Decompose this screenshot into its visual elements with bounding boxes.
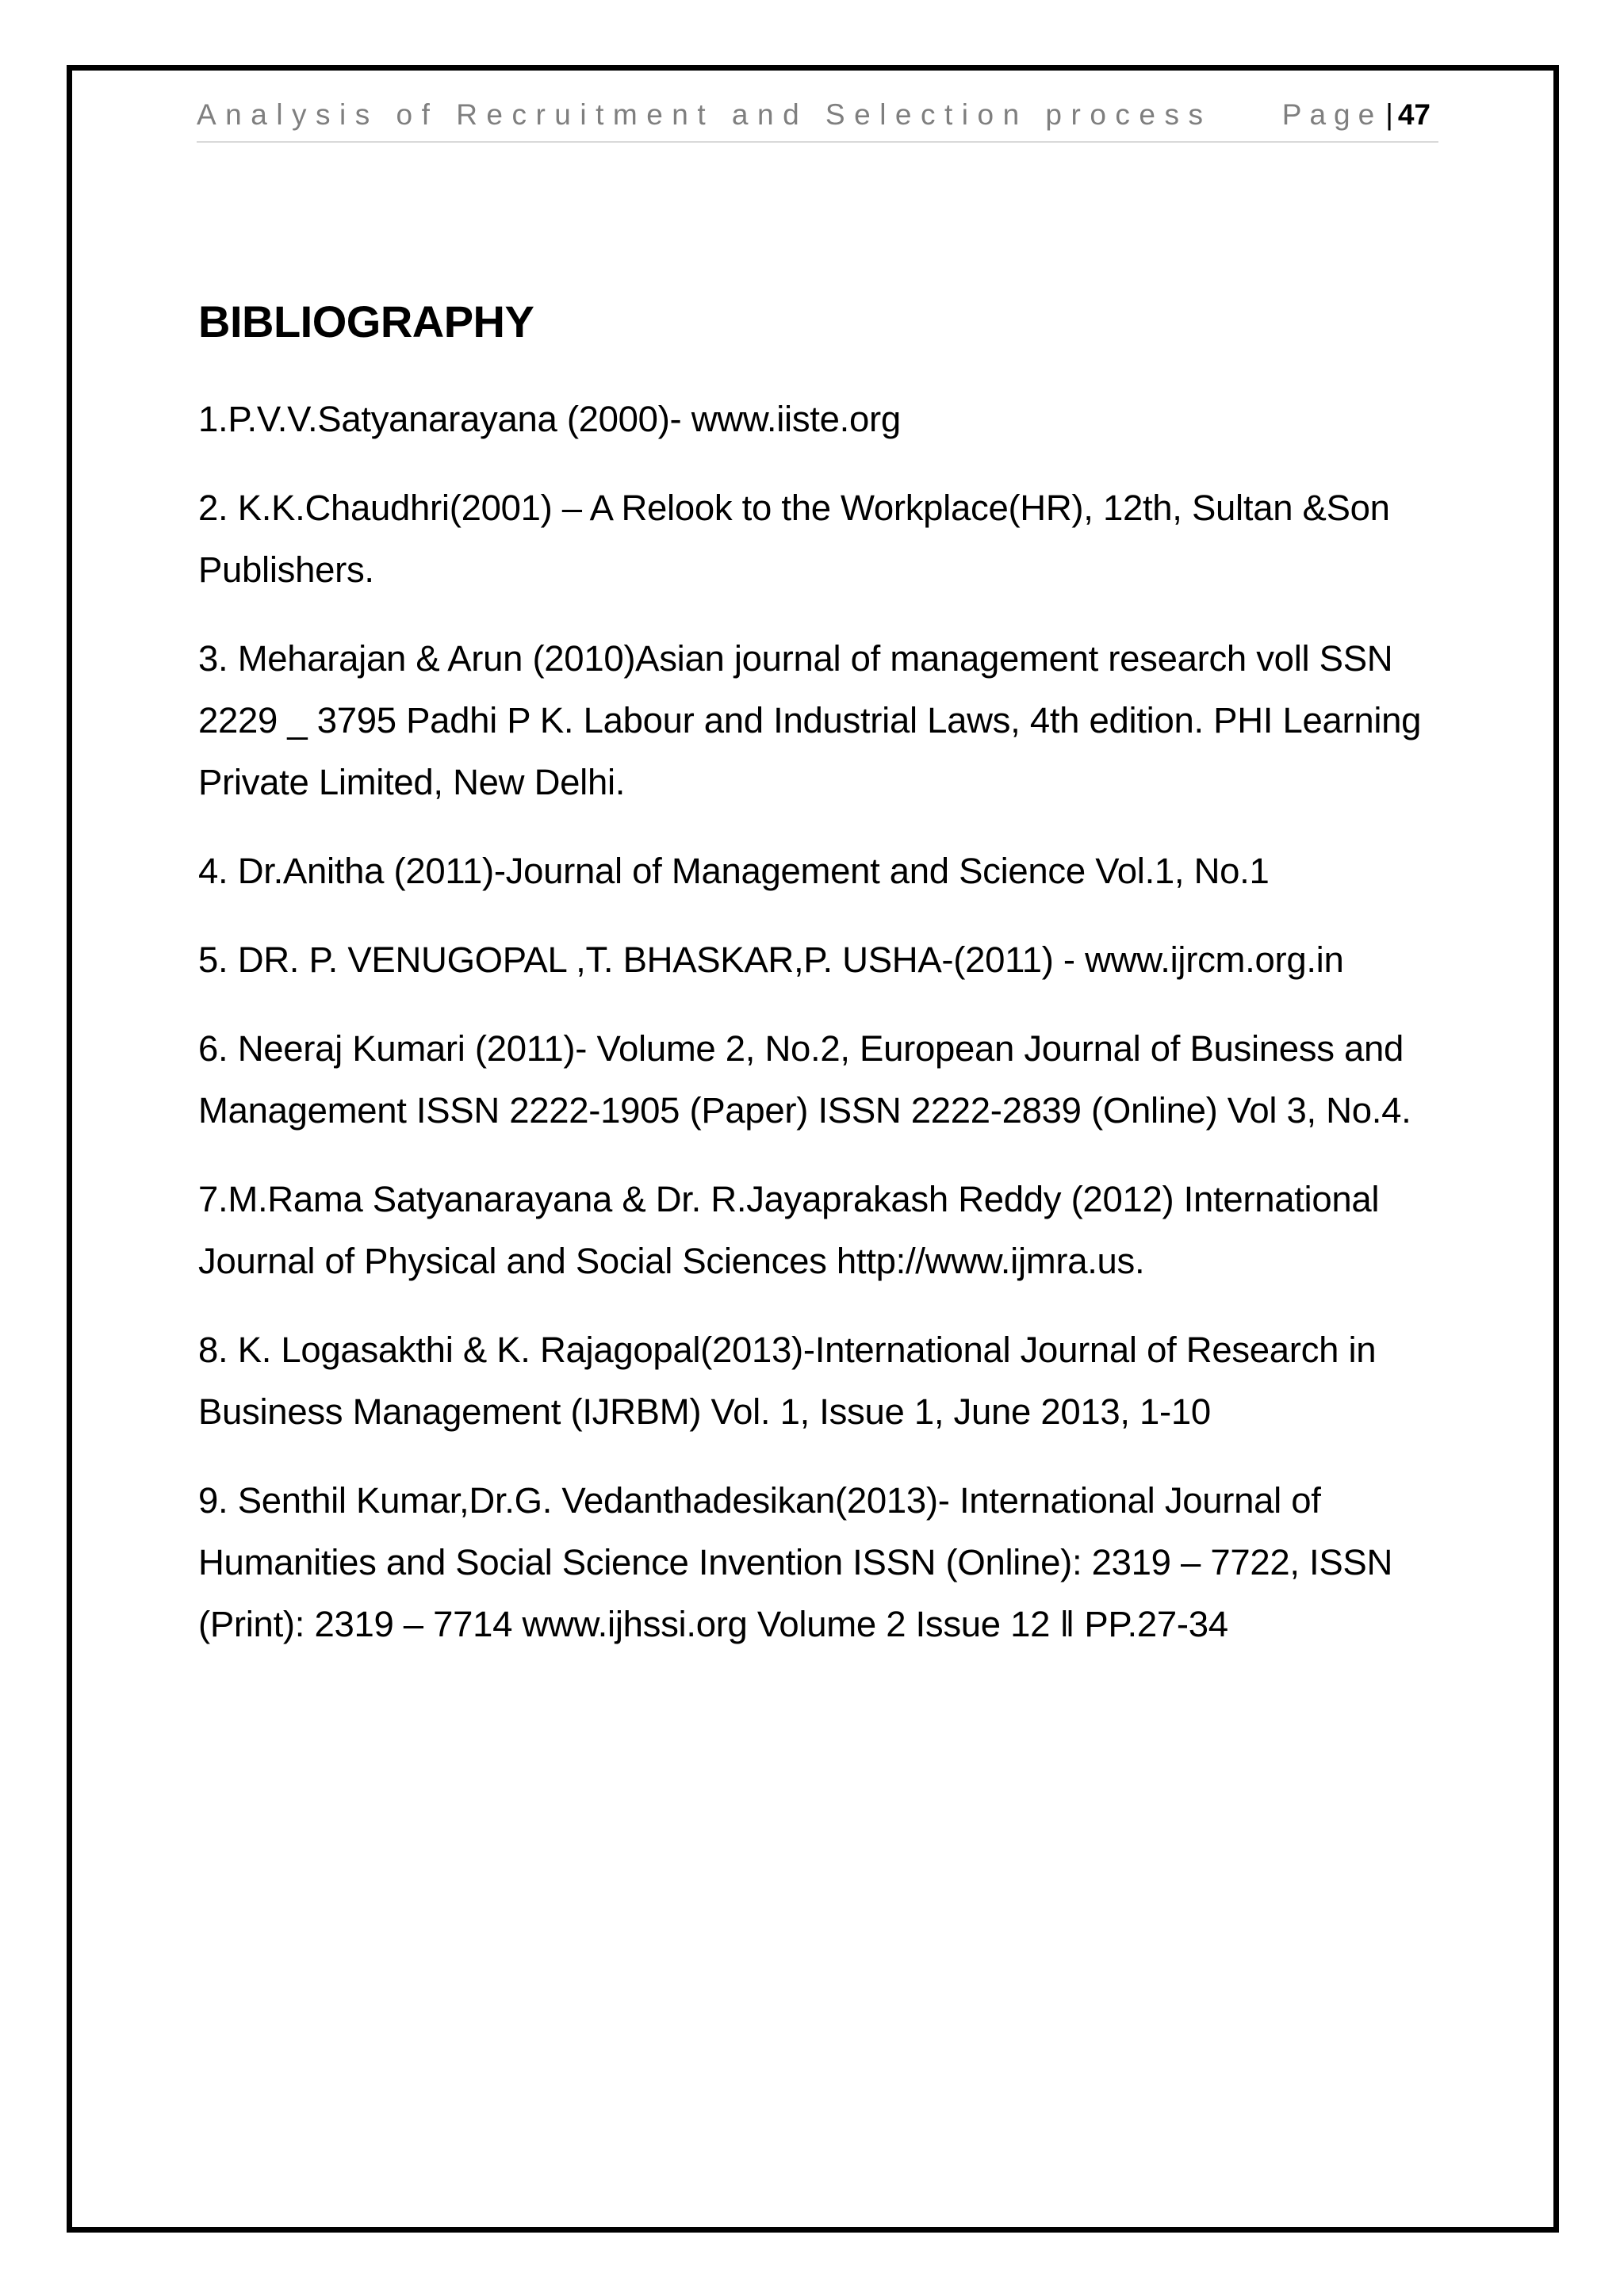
- bibliography-entry-4: 4. Dr.Anitha (2011)-Journal of Management and Science Vol.1, No.1: [198, 851, 1270, 891]
- header-page-number: 47: [1397, 98, 1431, 131]
- page-content: [198, 285, 1451, 1682]
- bibliography-entry-9: 9. Senthil Kumar,Dr.G. Vedanthadesikan(2013)- International Journal of Humanities and Social Science Invention ISSN (Online): 2319 – 7722, ISSN (Print): 2319 – 7714 www.ijhssi.org Volume 2 Issue 12 ‖ PP.27-34: [198, 1480, 1393, 1644]
- running-header: [197, 98, 1438, 143]
- header-page-label: Page: [1281, 98, 1383, 131]
- bibliography-entry-2: 2. K.K.Chaudhri(2001) – A Relook to the Workplace(HR), 12th, Sultan &Son Publishers.: [198, 488, 1390, 590]
- header-page-indicator: [1282, 98, 1431, 132]
- bibliography-entry-6: 6. Neeraj Kumari (2011)- Volume 2, No.2, European Journal of Business and Management ISSN 2222-1905 (Paper) ISSN 2222-2839 (Online) Vol 3, No.4.: [198, 1028, 1411, 1131]
- section-title: BIBLIOGRAPHY: [198, 297, 534, 346]
- header-separator: |: [1385, 98, 1393, 131]
- bibliography-entry-1: 1.P.V.V.Satyanarayana (2000)- www.iiste.org: [198, 399, 901, 439]
- bibliography-list: [198, 388, 1451, 1655]
- header-title: Analysis of Recruitment and Selection process: [197, 98, 1212, 131]
- bibliography-entry-8: 8. K. Logasakthi & K. Rajagopal(2013)-International Journal of Research in Business Management (IJRBM) Vol. 1, Issue 1, June 2013, 1-10: [198, 1330, 1377, 1432]
- bibliography-entry-3: 3. Meharajan & Arun (2010)Asian journal of management research voll SSN 2229 _ 3795 Padhi P K. Labour and Industrial Laws, 4th edition. PHI Learning Private Limited, New Delhi.: [198, 638, 1422, 802]
- bibliography-entry-7: 7.M.Rama Satyanarayana & Dr. R.Jayaprakash Reddy (2012) International Journal of Physical and Social Sciences http://www.ijmra.us.: [198, 1179, 1380, 1281]
- bibliography-entry-5: 5. DR. P. VENUGOPAL ,T. BHASKAR,P. USHA-(2011) - www.ijrcm.org.in: [198, 939, 1344, 980]
